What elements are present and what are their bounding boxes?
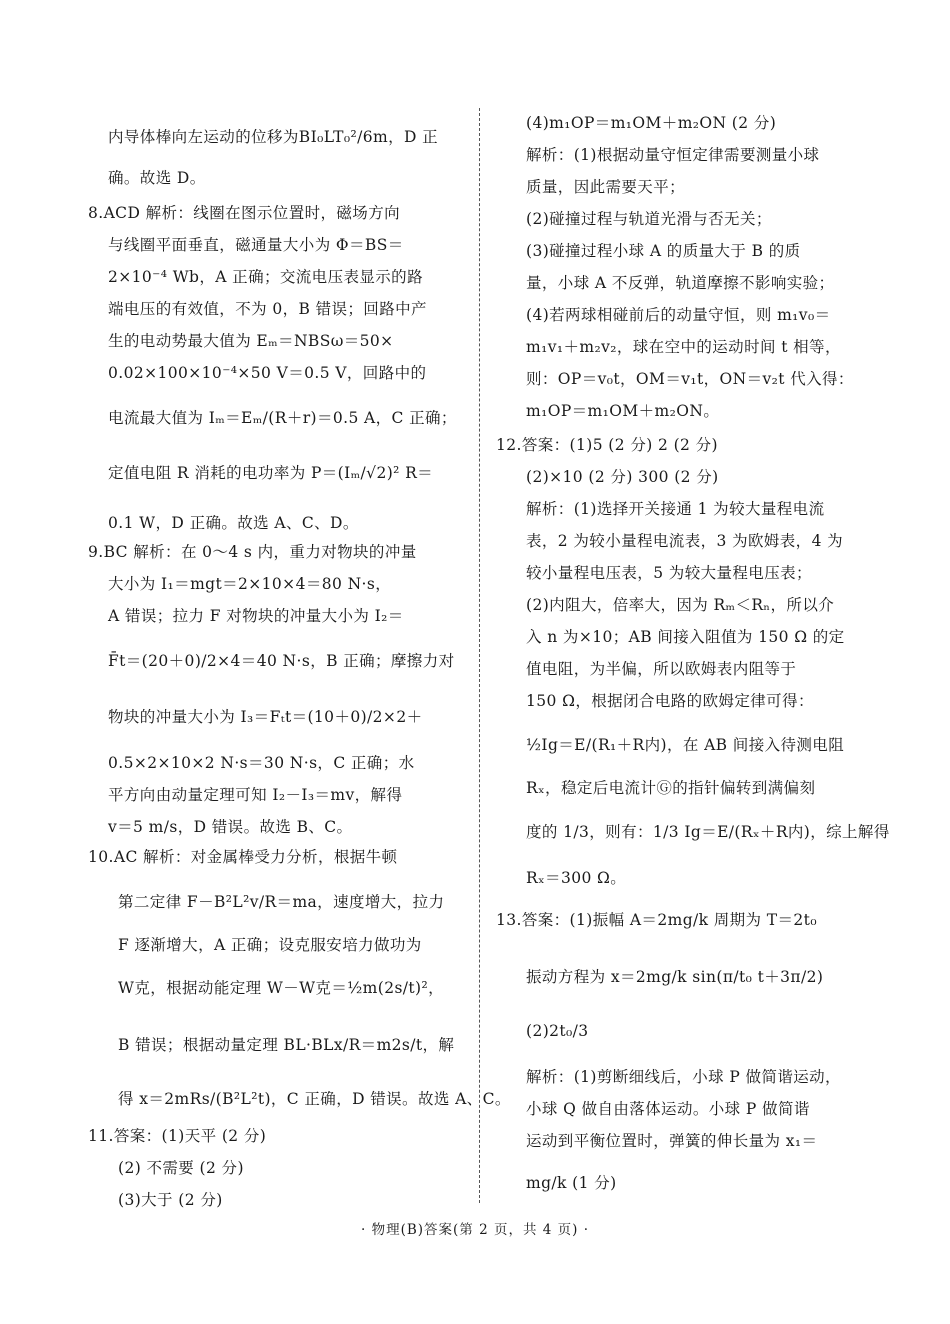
line-text: (2)2t₀/3 — [526, 1022, 589, 1040]
line-text: 振动方程为 x＝2mg/k sin(π/t₀ t＋3π/2) — [526, 968, 824, 986]
text-line — [118, 978, 444, 998]
text-line — [108, 299, 427, 319]
column-divider — [479, 108, 480, 1203]
text-line — [526, 691, 814, 711]
line-text: 解析：(1)根据动量守恒定律需要测量小球 — [526, 146, 820, 164]
text-line — [526, 209, 772, 229]
line-text: 质量，因此需要天平； — [526, 178, 686, 196]
text-line — [526, 531, 843, 551]
line-text: (2)内阻大，倍率大，因为 Rₘ＜Rₙ，所以介 — [526, 596, 835, 614]
text-line — [526, 273, 834, 293]
line-text: v＝5 m/s，D 错误。故选 B、C。 — [108, 818, 353, 836]
line-text: m₁OP＝m₁OM＋m₂ON。 — [526, 402, 720, 420]
text-line — [108, 651, 455, 671]
text-line — [108, 707, 422, 727]
text-line — [526, 241, 801, 261]
line-text: 答案：(1)5 (2 分) 2 (2 分) — [521, 436, 718, 454]
text-line — [526, 499, 824, 519]
line-text: 量，小球 A 不反弹，轨道摩擦不影响实验； — [526, 274, 835, 292]
question-number: 9. — [88, 543, 104, 561]
text-line — [108, 753, 415, 773]
line-text: (2)碰撞过程与轨道光滑与否无关； — [526, 210, 772, 228]
text-line — [526, 305, 830, 325]
line-text: 生的电动势最大值为 Eₘ＝NBSω＝50× — [108, 332, 394, 350]
text-line — [108, 574, 391, 594]
text-line — [526, 401, 719, 421]
line-text: 大小为 I₁＝mgt＝2×10×4＝80 N·s， — [108, 575, 392, 593]
text-line — [88, 847, 397, 867]
text-line — [108, 363, 426, 383]
text-line — [526, 369, 854, 389]
text-line — [526, 595, 834, 615]
line-text: 0.5×2×10×2 N·s＝30 N·s，C 正确；水 — [108, 754, 415, 772]
line-text: 解析：(1)选择开关接通 1 为较大量程电流 — [526, 500, 825, 518]
line-text: 第二定律 F－B²L²v/R＝ma，速度增大，拉力 — [118, 893, 445, 911]
line-text: 确。故选 D。 — [108, 169, 206, 187]
line-text: ½Ig＝E/(R₁＋R内)，在 AB 间接入待测电阻 — [526, 736, 845, 754]
text-line — [526, 627, 845, 647]
line-text: 答案：(1)振幅 A＝2mg/k 周期为 T＝2t₀ — [521, 911, 817, 929]
text-line — [526, 1021, 589, 1041]
line-text: 得 x＝2mRs/(B²L²t)，C 正确，D 错误。故选 A、C。 — [118, 1090, 511, 1108]
line-text: (2)×10 (2 分) 300 (2 分) — [526, 468, 719, 486]
line-text: 度的 1/3，则有：1/3 Ig＝E/(Rₓ＋R内)，综上解得 — [526, 823, 890, 841]
line-text: 解析：(1)剪断细线后，小球 P 做简谐运动， — [526, 1068, 841, 1086]
text-line — [118, 892, 444, 912]
line-text: (3)碰撞过程小球 A 的质量大于 B 的质 — [526, 242, 801, 260]
line-text: 表，2 为较小量程电流表，3 为欧姆表，4 为 — [526, 532, 844, 550]
text-line — [526, 337, 841, 357]
line-text: ACD 解析：线圈在图示位置时，磁场方向 — [103, 204, 401, 222]
line-text: m₁v₁＋m₂v₂，球在空中的运动时间 t 相等， — [526, 338, 841, 356]
text-line — [496, 435, 718, 455]
line-text: 内导体棒向左运动的位移为BI₀LT₀²/6m，D 正 — [108, 128, 439, 146]
line-text: W克，根据动能定理 W－W克＝½m(2s/t)²， — [118, 979, 445, 997]
text-line — [526, 1099, 810, 1119]
text-line — [108, 513, 359, 533]
line-text: 较小量程电压表，5 为较大量程电压表； — [526, 564, 812, 582]
text-line — [108, 235, 404, 255]
line-text: AC 解析：对金属棒受力分析，根据牛顿 — [113, 848, 398, 866]
line-text: 电流最大值为 Iₘ＝Eₘ/(R＋r)＝0.5 A，C 正确； — [108, 409, 457, 427]
line-text: 定值电阻 R 消耗的电功率为 P＝(Iₘ/√2)² R＝ — [108, 464, 434, 482]
text-line — [526, 177, 685, 197]
text-line — [118, 1158, 244, 1178]
text-line — [108, 127, 438, 147]
line-text: BC 解析：在 0～4 s 内，重力对物块的冲量 — [103, 543, 417, 561]
text-line — [108, 408, 457, 428]
text-line — [526, 145, 819, 165]
text-line — [108, 267, 423, 287]
line-text: 端电压的有效值，不为 0，B 错误；回路中产 — [108, 300, 427, 318]
text-line — [108, 331, 394, 351]
text-line — [526, 563, 812, 583]
text-line — [108, 168, 206, 188]
text-line — [526, 113, 776, 133]
line-text: mg/k (1 分) — [526, 1174, 617, 1192]
page-footer: · 物理(B)答案(第 2 页，共 4 页) · — [361, 1222, 589, 1238]
line-text: 0.1 W，D 正确。故选 A、C、D。 — [108, 514, 359, 532]
text-line — [496, 910, 817, 930]
text-line — [108, 817, 352, 837]
text-line — [526, 868, 626, 888]
text-line — [526, 778, 815, 798]
question-number: 12. — [496, 436, 522, 454]
line-text: 入 n 为×10；AB 间接入阻值为 150 Ω 的定 — [526, 628, 845, 646]
line-text: 值电阻，为半偏，所以欧姆表内阻等于 — [526, 660, 797, 678]
text-line — [108, 463, 433, 483]
line-text: 150 Ω，根据闭合电路的欧姆定律可得： — [526, 692, 814, 710]
text-line — [108, 785, 402, 805]
question-number: 10. — [88, 848, 114, 866]
text-line — [118, 935, 422, 955]
line-text: 物块的冲量大小为 I₃＝Fₜt＝(10＋0)/2×2＋ — [108, 708, 423, 726]
text-line — [526, 1067, 841, 1087]
text-line — [526, 822, 890, 842]
text-line — [526, 467, 719, 487]
line-text: B 错误；根据动量定理 BL·BLx/R＝m2s/t，解 — [118, 1036, 455, 1054]
text-line — [108, 606, 404, 626]
text-line — [526, 1131, 817, 1151]
line-text: (2) 不需要 (2 分) — [118, 1159, 244, 1177]
question-number: 11. — [88, 1127, 114, 1145]
text-line — [88, 203, 400, 223]
question-number: 8. — [88, 204, 104, 222]
line-text: 2×10⁻⁴ Wb，A 正确；交流电压表显示的路 — [108, 268, 423, 286]
text-line — [118, 1035, 454, 1055]
line-text: Rₓ＝300 Ω。 — [526, 869, 627, 887]
line-text: 答案：(1)天平 (2 分) — [113, 1127, 267, 1145]
line-text: (3)大于 (2 分) — [118, 1191, 223, 1209]
line-text: A 错误；拉力 F 对物块的冲量大小为 I₂＝ — [108, 607, 404, 625]
question-number: 13. — [496, 911, 522, 929]
line-text: F̄t＝(20＋0)/2×4＝40 N·s，B 正确；摩擦力对 — [108, 652, 455, 670]
text-line — [88, 1126, 266, 1146]
line-text: 则：OP＝v₀t，OM＝v₁t，ON＝v₂t 代入得： — [526, 370, 854, 388]
line-text: 0.02×100×10⁻⁴×50 V＝0.5 V，回路中的 — [108, 364, 427, 382]
line-text: 与线圈平面垂直，磁通量大小为 Φ＝BS＝ — [108, 236, 404, 254]
line-text: 运动到平衡位置时，弹簧的伸长量为 x₁＝ — [526, 1132, 818, 1150]
text-line — [88, 542, 417, 562]
line-text: (4)m₁OP＝m₁OM＋m₂ON (2 分) — [526, 114, 777, 132]
text-line — [526, 659, 796, 679]
line-text: (4)若两球相碰前后的动量守恒，则 m₁v₀＝ — [526, 306, 831, 324]
line-text: 平方向由动量定理可知 I₂－I₃＝mv，解得 — [108, 786, 403, 804]
text-line — [118, 1089, 511, 1109]
line-text: 小球 Q 做自由落体运动。小球 P 做简谐 — [526, 1100, 810, 1118]
text-line — [526, 1173, 617, 1193]
line-text: Rₓ，稳定后电流计Ⓖ的指针偏转到满偏刻 — [526, 779, 816, 797]
text-line — [526, 967, 823, 987]
text-line — [526, 735, 844, 755]
text-line — [118, 1190, 223, 1210]
line-text: F 逐渐增大，A 正确；设克服安培力做功为 — [118, 936, 422, 954]
